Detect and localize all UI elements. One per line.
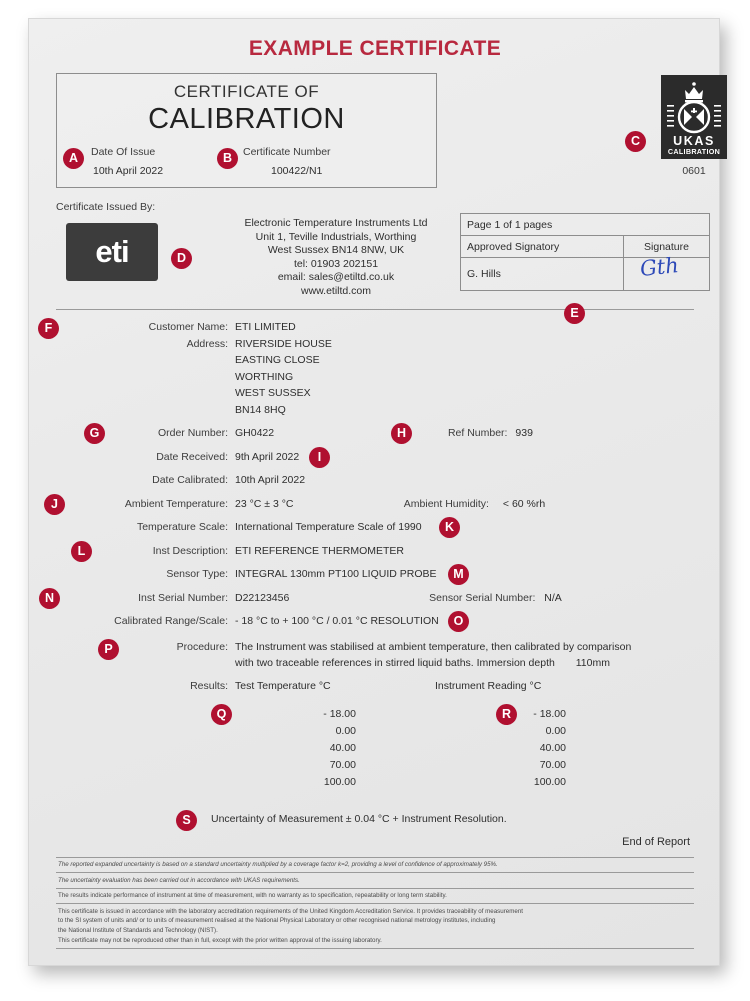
callout-badge-i: I	[309, 447, 330, 468]
table-row	[56, 774, 694, 791]
signatory-table	[460, 213, 710, 291]
inst-serial-label: Inst Serial Number:	[138, 591, 228, 604]
row-inst-description	[56, 543, 694, 560]
callout-badge-n: N	[39, 588, 60, 609]
footer-note: The uncertainty evaluation has been carried out in accordance with UKAS requirements.	[56, 872, 694, 888]
table-row	[56, 740, 694, 757]
callout-badge-c: C	[625, 131, 646, 152]
procedure-section	[56, 639, 694, 672]
table-row	[56, 757, 694, 774]
approved-signatory-header: Approved Signatory	[461, 236, 624, 258]
callout-badge-s: S	[176, 810, 197, 831]
heading-certificate-of: CERTIFICATE OF	[173, 82, 320, 101]
test-temperature-value: 0.00	[335, 724, 356, 737]
signature-mark: Gth	[638, 253, 680, 281]
sensor-type-label: Sensor Type:	[166, 568, 228, 580]
signature-cell	[624, 253, 710, 291]
footer-note: The reported expanded uncertainty is based on a standard uncertainty multiplied by a coverage factor k=2, providing a level of confidence of approximately 95%.	[56, 857, 694, 873]
address-label: Address:	[186, 337, 228, 350]
footer-notes	[56, 857, 694, 950]
row-address	[56, 336, 694, 353]
temperature-scale-label: Temperature Scale:	[136, 521, 228, 533]
instrument-reading-value: 0.00	[545, 724, 566, 737]
issued-by-label: Certificate Issued By:	[56, 201, 156, 213]
procedure-line-1: The Instrument was stabilised at ambient temperature, then calibrated by comparison	[235, 640, 632, 653]
temperature-scale-value: International Temperature Scale of 1990	[235, 521, 422, 533]
page-count-cell: Page 1 of 1 pages	[461, 214, 710, 236]
instrument-reading-value: 70.00	[539, 758, 566, 771]
issuer-block	[56, 217, 694, 320]
row-customer-name	[44, 319, 694, 336]
footer-note: The results indicate performance of instrument at time of measurement, with no warranty as to specification, repeatability or long term stability.	[56, 888, 694, 904]
paper-sheet	[28, 18, 720, 966]
date-calibrated-value: 10th April 2022	[235, 474, 306, 486]
certificate-number-label: Certificate Number	[243, 146, 331, 158]
spacer	[56, 489, 694, 496]
row-address-line	[56, 385, 694, 402]
footer-note: This certificate is issued in accordance with the laboratory accreditation requirements of the United Kingdom Accreditation Service. It provides traceability of measurement	[58, 907, 523, 915]
date-of-issue-value: 10th April 2022	[93, 165, 164, 177]
date-received-value: 9th April 2022	[235, 450, 300, 463]
header-fields	[57, 146, 436, 177]
ukas-logo-icon	[661, 75, 727, 159]
callout-badge-b: B	[217, 148, 238, 169]
row-address-line	[56, 369, 694, 386]
sensor-serial-label: Sensor Serial Number:	[429, 591, 536, 604]
issuer-line: tel: 01903 202151	[293, 257, 379, 270]
table-row	[56, 723, 694, 740]
customer-name-label: Customer Name:	[148, 321, 228, 333]
results-label: Results:	[190, 679, 228, 692]
address-value: WORTHING	[235, 370, 294, 383]
spacer	[56, 465, 694, 472]
results-column-header-test-temperature: Test Temperature °C	[235, 679, 331, 692]
footer-note: the National Institute of Standards and Technology (NIST).	[58, 926, 218, 934]
results-header-row	[56, 680, 694, 692]
calibrated-range-value: - 18 °C to + 100 °C / 0.01 °C RESOLUTION	[235, 615, 439, 627]
address-value: WEST SUSSEX	[235, 387, 311, 399]
inst-serial-value: D22123456	[235, 591, 290, 604]
approved-signatory-value: G. Hills	[461, 258, 624, 291]
procedure-label: Procedure:	[176, 640, 228, 653]
inst-description-label: Inst Description:	[152, 544, 228, 557]
address-spacer	[56, 369, 235, 386]
row-ambient	[51, 496, 694, 513]
inst-description-value: ETI REFERENCE THERMOMETER	[235, 544, 404, 557]
ukas-number: 0601	[682, 165, 706, 177]
issuer-line: www.etiltd.com	[300, 284, 372, 297]
row-inst-serial	[44, 590, 694, 607]
callout-badge-l: L	[71, 541, 92, 562]
calibrated-range-label: Calibrated Range/Scale:	[114, 615, 228, 627]
procedure-line-2: with two traceable references in stirred liquid baths. Immersion depth	[235, 657, 555, 669]
svg-text:CALIBRATION: CALIBRATION	[667, 147, 721, 156]
field-certificate-number	[222, 146, 393, 177]
table-row	[461, 214, 710, 236]
divider	[56, 948, 694, 949]
callout-badge-r: R	[496, 704, 517, 725]
issuer-address	[196, 217, 476, 299]
instrument-reading-value: 40.00	[539, 741, 566, 754]
footer-note: This certificate may not be reproduced other than in full, except with the prior written approval of the issuing laboratory.	[58, 936, 382, 944]
callout-badge-q: Q	[211, 704, 232, 725]
table-row	[56, 706, 694, 723]
certificate-content	[44, 31, 721, 949]
spacer	[56, 442, 694, 449]
callout-badge-a: A	[63, 148, 84, 169]
svg-text:UKAS: UKAS	[673, 134, 715, 148]
ambient-temperature-label: Ambient Temperature:	[124, 497, 228, 510]
uncertainty-statement: Uncertainty of Measurement ± 0.04 °C + Instrument Resolution.	[211, 812, 507, 825]
spacer	[56, 536, 694, 543]
sensor-serial-value: N/A	[544, 591, 562, 604]
ambient-temperature-value: 23 °C ± 3 °C	[235, 497, 294, 510]
order-number-value: GH0422	[235, 427, 275, 439]
date-of-issue-label: Date Of Issue	[91, 146, 156, 158]
uncertainty-statement-row	[56, 813, 694, 825]
callout-badge-g: G	[84, 423, 105, 444]
row-calibrated-range	[56, 613, 694, 630]
callout-badge-k: K	[439, 517, 460, 538]
test-temperature-value: 70.00	[329, 758, 356, 771]
callout-badge-e: E	[564, 303, 585, 324]
sensor-type-value: INTEGRAL 130mm PT100 LIQUID PROBE	[235, 568, 437, 580]
results-column-header-instrument-reading: Instrument Reading °C	[435, 679, 542, 692]
date-received-label: Date Received:	[156, 450, 228, 463]
heading-calibration: CALIBRATION	[148, 103, 345, 135]
spacer	[56, 418, 694, 425]
test-temperature-value: 100.00	[323, 775, 356, 788]
ref-number-value: 939	[515, 427, 533, 439]
divider	[56, 309, 694, 310]
address-value: BN14 8HQ	[235, 403, 286, 416]
address-spacer	[56, 402, 235, 419]
ukas-logo-svg	[661, 75, 727, 159]
table-row	[461, 258, 710, 291]
address-spacer	[56, 352, 235, 369]
spacer	[56, 512, 694, 519]
results-table	[56, 706, 694, 791]
details-section	[44, 319, 694, 630]
order-number-label: Order Number:	[157, 427, 228, 439]
callout-badge-f: F	[38, 318, 59, 339]
certificate-number-value: 100422/N1	[271, 165, 323, 177]
ambient-humidity-value: < 60 %rh	[502, 497, 546, 510]
address-spacer	[56, 385, 235, 402]
issuer-line: Electronic Temperature Instruments Ltd	[244, 217, 428, 229]
page-title: EXAMPLE CERTIFICATE	[248, 37, 502, 60]
test-temperature-value: - 18.00	[323, 707, 356, 720]
row-order-number	[56, 425, 694, 442]
row-date-calibrated	[56, 472, 694, 489]
immersion-depth-value: 110mm	[575, 657, 610, 669]
ukas-accreditation-mark	[630, 75, 727, 177]
test-temperature-value: 40.00	[329, 741, 356, 754]
ambient-humidity-label: Ambient Humidity:	[403, 497, 489, 510]
customer-name-value: ETI LIMITED	[235, 321, 296, 333]
end-of-report: End of Report	[622, 835, 690, 848]
row-temperature-scale	[56, 519, 694, 536]
row-address-line	[56, 352, 694, 369]
issuer-line: West Sussex BN14 8NW, UK	[267, 244, 405, 257]
row-sensor-type	[56, 566, 694, 583]
spacer	[56, 606, 694, 613]
footer-accreditation-block	[56, 903, 694, 948]
instrument-reading-value: - 18.00	[533, 707, 566, 720]
row-address-line	[56, 402, 694, 419]
callout-badge-m: M	[448, 564, 469, 585]
callout-badge-h: H	[391, 423, 412, 444]
callout-badge-d: D	[171, 248, 192, 269]
ref-number-label: Ref Number:	[447, 427, 508, 439]
footer-note: to the SI system of units and/ or to units of measurement realised at the National Physical Laboratory or other recognised national metrology institutes, including	[58, 917, 496, 925]
address-value: EASTING CLOSE	[235, 354, 320, 366]
callout-badge-p: P	[98, 639, 119, 660]
address-value: RIVERSIDE HOUSE	[235, 337, 332, 350]
eti-logo: eti	[66, 223, 158, 281]
certificate-header-box	[56, 73, 437, 188]
signature-header: Signature	[624, 236, 710, 258]
row-date-received	[56, 449, 694, 466]
callout-badge-o: O	[448, 611, 469, 632]
date-calibrated-label: Date Calibrated:	[152, 474, 228, 486]
instrument-reading-value: 100.00	[533, 775, 566, 788]
issuer-line: Unit 1, Teville Industrials, Worthing	[255, 230, 417, 243]
issuer-line: email: sales@etiltd.co.uk	[277, 271, 395, 284]
callout-badge-j: J	[44, 494, 65, 515]
spacer	[56, 583, 694, 590]
spacer	[56, 559, 694, 566]
